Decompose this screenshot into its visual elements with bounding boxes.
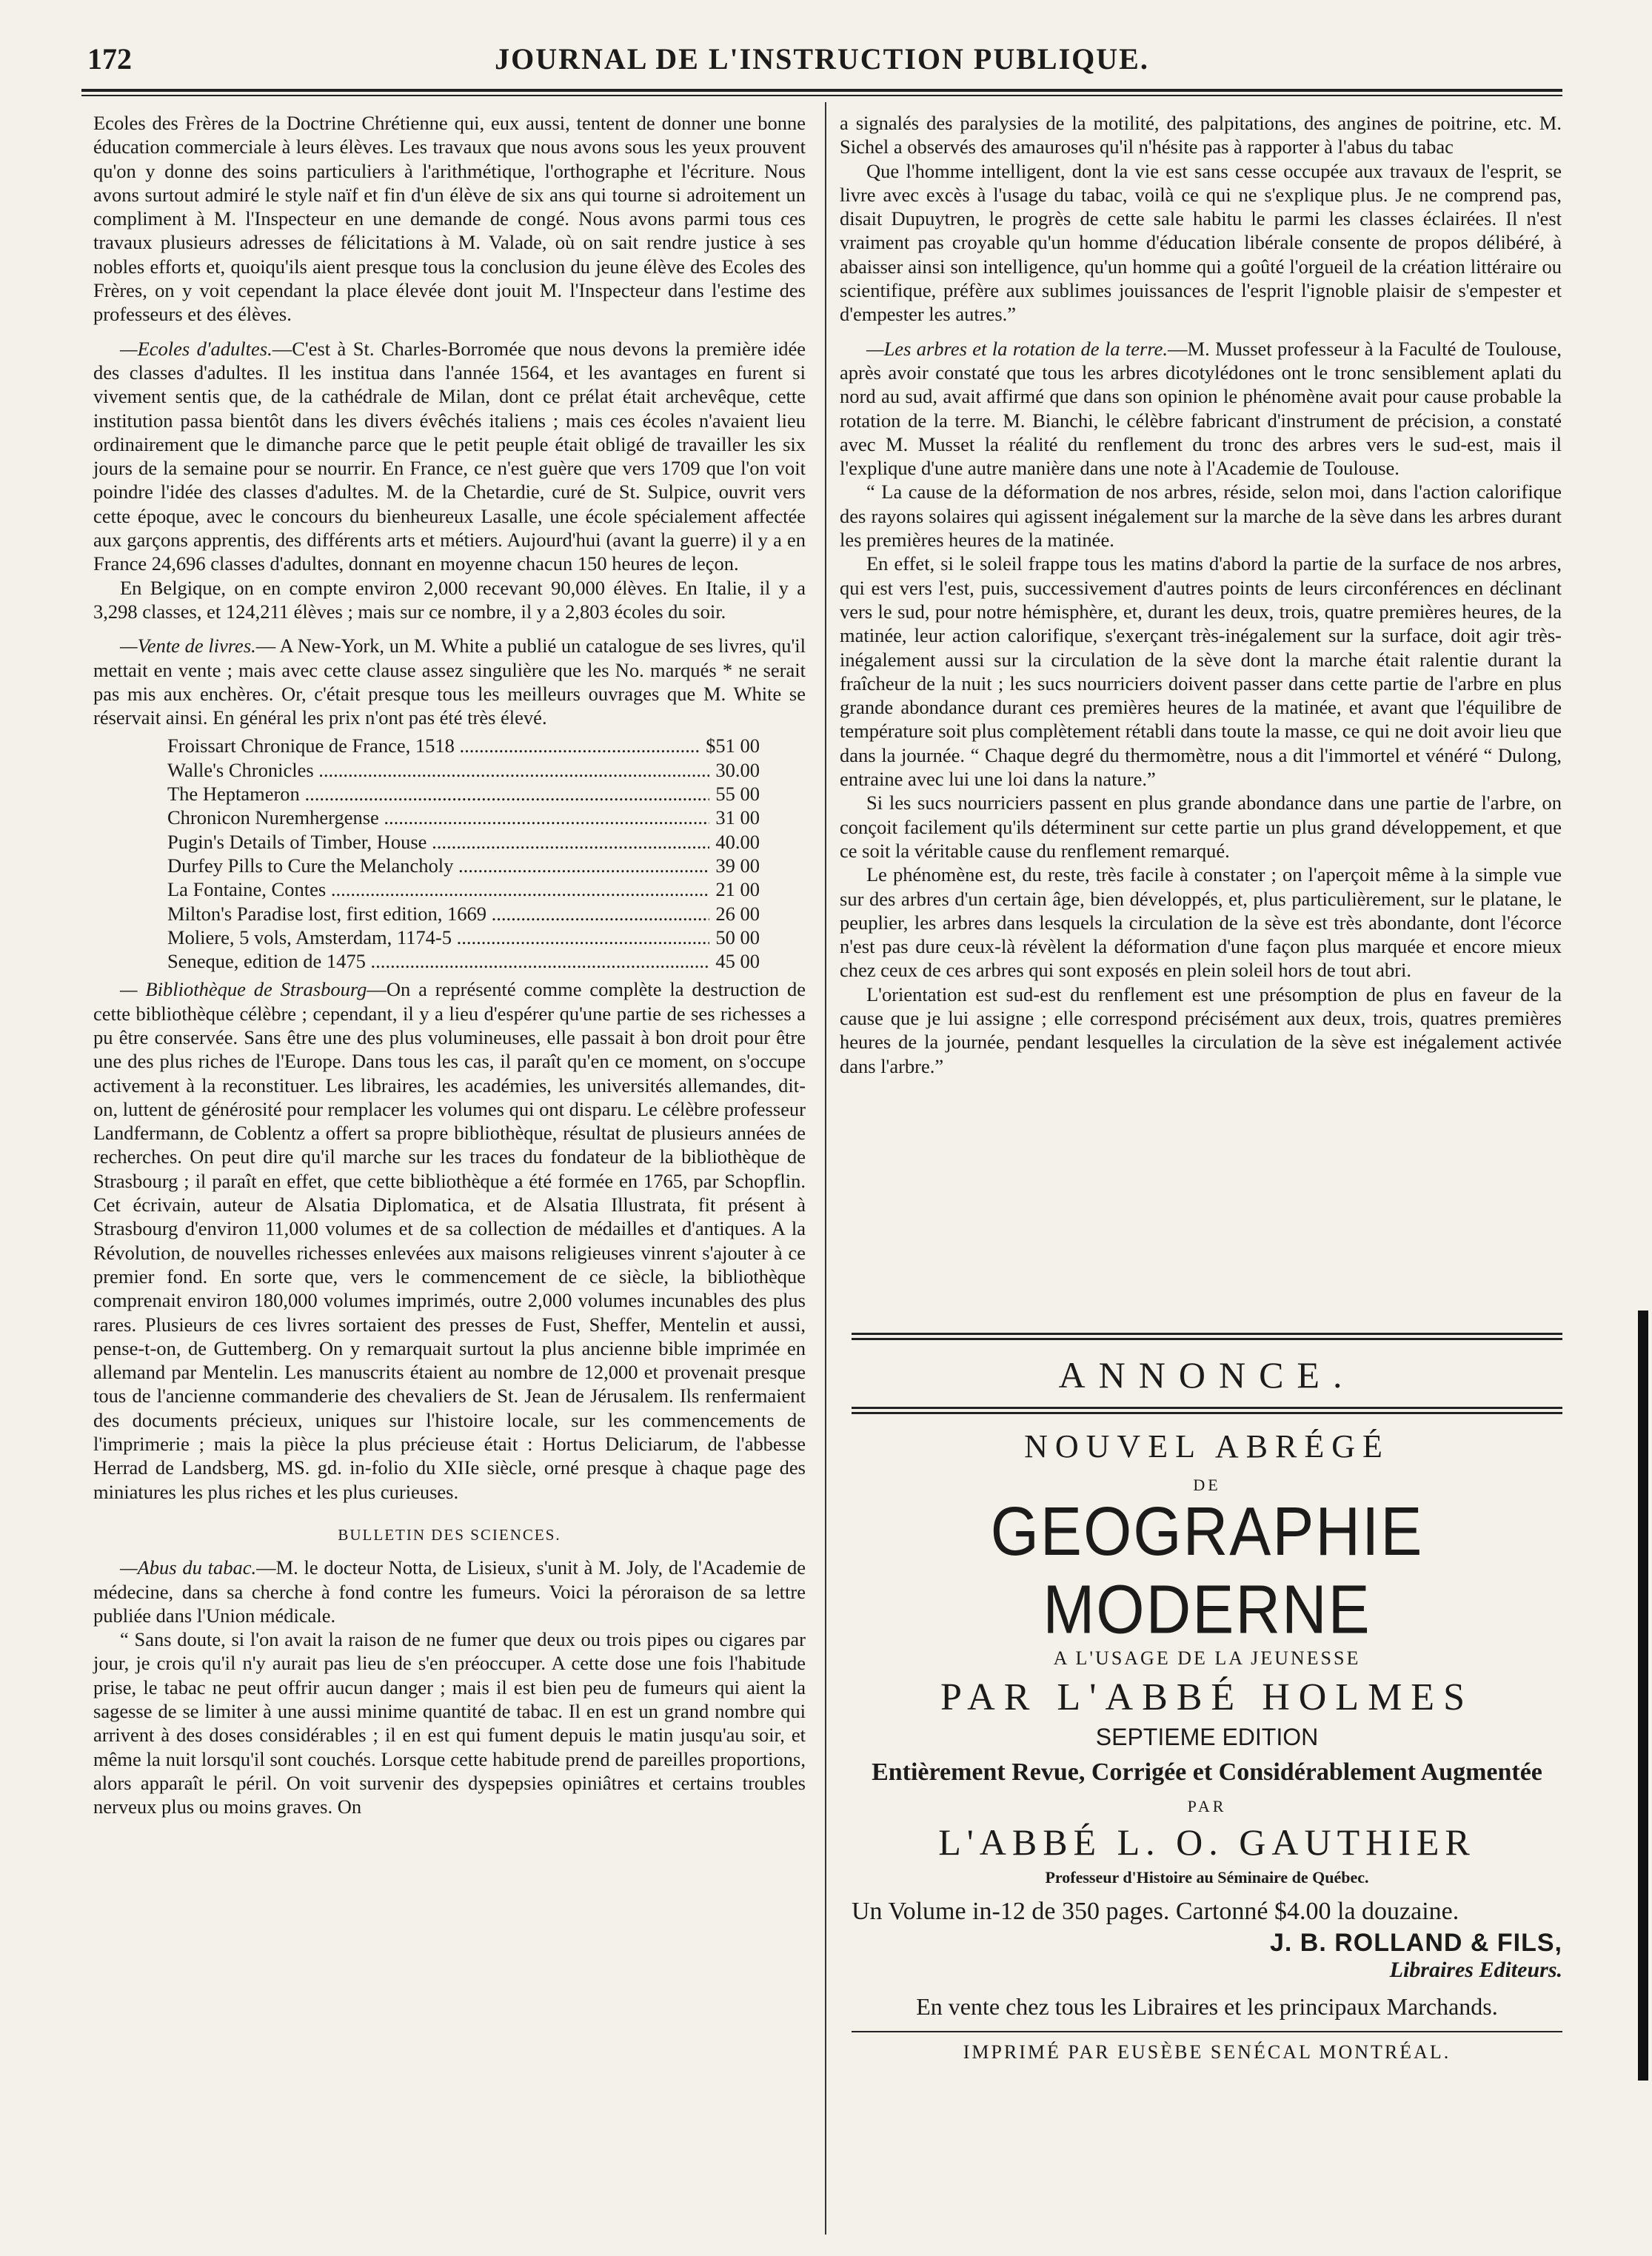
article-ecoles-adultes: [93, 337, 806, 576]
article-body: —M. Musset professeur à la Faculté de Toulouse, après avoir constaté que tous les arbres dicotylédones ont le tronc sensiblement aplati du nord au sud, avait affirmé que dans son opinion le phénomène avait pour cause probable la rotation de la terre. M. Bianchi, le célèbre fabricant d'instrument de précision, a constaté avec M. Musset la réalité du renflement du tronc des arbres vers le sud-est, mais il l'explique d'une autre manière dans une note à l'Academie de Toulouse.: [840, 337, 1562, 480]
article-paragraph: En effet, si le soleil frappe tous les matins d'abord la partie de la surface de nos arbres, qui est vers l'est, puis, successivement d'autres points de leurs circonférences en déclinant vers le sud, pour notre hémisphère, et, durant les deux, trois, quatre premières heures, de la matinée, leur action calorifique, s'exerçant très-inégalement sur la surface, doit agir très-inégalement aussi sur la circulation de la sève dont la marche était ralentie durant la fraîcheur de la nuit ; les sucs nourriciers doivent passer dans cette partie de l'arbre en plus grande abondance durant ces premières heures de la matinée, et avant que l'équilibre de température soit plus complètement rétabli dans toute la masse, ce qui ne doit avoir lieu que dans la journée. “ Chaque degré du thermomètre, nous a dit l'immortel et vénéré “ Dulong, entraine avec lui une loi dans la nature.”: [840, 552, 1562, 791]
article-paragraph: L'orientation est sud-est du renflement est une présomption de plus en faveur de la cause que je lui assigne ; elle correspond précisément aux deux, trois, quatres premières heures de la journée, pendant lesquelles la circulation de la sève est inégalement activée dans l'arbre.”: [840, 983, 1562, 1077]
book-price: 45 00: [715, 950, 760, 973]
book-price: 40.00: [715, 830, 760, 853]
ad-availability: En vente chez tous les Libraires et les principaux Marchands.: [916, 1993, 1498, 2020]
ad-book-title: GEOGRAPHIE MODERNE: [990, 1493, 1424, 1648]
ad-professor: Professeur d'Histoire au Séminaire de Québec.: [1045, 1868, 1369, 1887]
ad-edition: SEPTIEME EDITION: [1095, 1724, 1319, 1750]
book-title: La Fontaine, Contes .....: [167, 877, 709, 901]
ad-reviser: L'ABBÉ L. O. GAUTHIER: [938, 1821, 1476, 1863]
advertisement: [852, 1333, 1562, 2063]
article-quote: “ Sans doute, si l'on avait la raison de ne fumer que deux ou trois pipes ou cigares par jour, je crois qu'il n'y aurait pas lieu de s'en préoccuper. A cette dose une fois l'habitude prise, le tabac ne peut offrir aucun danger ; mais il est bien peu de fumeurs qui aient la sagesse de se limiter à une aussi minime quantité de tabac. Il en est un grand nombre qui arrivent à des doses considérables ; il en est qui fument depuis le matin jusqu'au soir, et même la nuit lorsqu'il sont couchés. Lorsque cette habitude prend de pareilles proportions, alors apparaît le péril. On voit survenir des dyspepsies opiniâtres et certains troubles nerveux plus ou moins graves. On: [93, 1628, 806, 1818]
article-continuation: a signalés des paralysies de la motilité, des palpitations, des angines de poitrine, etc. M. Sichel a observés des amauroses qu'il n'hésite pas à rapporter à l'abus du tabac: [840, 112, 1562, 158]
ad-volume-price: Un Volume in-12 de 350 pages. Cartonné $4.00 la douzaine.: [852, 1898, 1459, 1925]
book-title: Moliere, 5 vols, Amsterdam, 1174-5 .....: [167, 926, 709, 949]
article-body: — A New-York, un M. White a publié un catalogue de ses livres, qu'il mettait en vente ; mais avec cette clause assez singulière que les No. marqués * ne serait pas mis aux enchères. Or, c'était presque tous les meilleurs ouvrages que M. White se réservait ainsi. En général les prix n'ont pas été très élevé.: [93, 635, 806, 729]
article-abus-tabac: [93, 1556, 806, 1627]
article-paragraph: En Belgique, on en compte environ 2,000 recevant 90,000 élèves. En Italie, il y a 3,298 classes, et 124,211 élèves ; mais sur ce nombre, il y a 2,803 écoles du soir.: [93, 576, 806, 623]
price-row: [167, 830, 760, 854]
book-price: 31 00: [715, 806, 760, 829]
price-row: [167, 782, 760, 806]
ad-rule-bottom: [852, 2031, 1562, 2032]
price-row: [167, 758, 760, 782]
ad-rule-top: [852, 1333, 1562, 1340]
book-title: Walle's Chronicles .....: [167, 758, 709, 782]
page-header: [81, 39, 1562, 90]
page-number: 172: [87, 42, 132, 76]
article-body: —On a représenté comme complète la destruction de cette bibliothèque célèbre ; cependant, il y a lieu d'espérer qu'une partie de ses richesses a pu être conservée. Sans être une des plus volumineuses, elle passait à bon droit pour être une des plus riches de l'Europe. Dans tous les cas, il paraît qu'en ce moment, on s'occupe activement à la reconstituer. Les libraires, les académies, les universités allemandes, dit-on, luttent de générosité pour remplacer les volumes qui ont disparu. Le célèbre professeur Landfermann, de Coblentz a offert sa propre bibliothèque, résultat de plusieurs années de recherches. On peut dire qu'il marche sur les traces du fondateur de la bibliothèque de Strasbourg ; il paraît en effet, que cette bibliothèque a été formée en 1765, par Schopflin. Cet écrivain, auteur de Alsatia Diplomatica, et de Alsatia Illustrata, fit présent à Strasbourg d'environ 11,000 volumes et de sa collection de médailles et d'antiques. A la Révolution, de nouvelles richesses enlevées aux maisons religieuses vinrent s'ajouter à ce premier fond. En sorte que, vers le commencement de ce siècle, la bibliothèque comprenait environ 180,000 volumes imprimés, outre 2,000 volumes incunables des plus rares. Plusieurs de ces livres sortaient des presses de Fust, Sheffer, Mentelin et aussi, pense-t-on, de Guttemberg. On y remarquait surtout la plus ancienne bible imprimée en allemand par Mentelin. Les manuscrits étaient au nombre de 12,000 et provenait presque tous de l'ancienne commanderie des chevaliers de St. Jean de Jérusalem. Ils renfermaient des documents précieux, uniques sur l'histoire locale, sur les commencements de l'imprimerie ; mais la pièce la plus précieuse était : Hortus Deliciarum, de l'abbesse Herrad de Landsberg, MS. gd. in-folio du XIIe siècle, orné presque à chaque page des miniatures les plus riches et les plus curieuses.: [93, 978, 806, 1503]
book-title: The Heptameron .....: [167, 782, 709, 806]
article-paragraph: Le phénomène est, du reste, très facile à constater ; on l'aperçoit même à la simple vue sur des arbres d'un certain âge, bien développés, et, plus particulièrement, sur le platane, le peuplier, les arbres dans lesquels la circulation de la sève est très abondante, dont l'écorce n'est pas dure ceux-là révèlent la déformation d'une façon plus marquée et encore mieux chez ceux de ces arbres qui sont exposés en plein soleil hors de tout abri.: [840, 863, 1562, 982]
book-title: Pugin's Details of Timber, House .....: [167, 830, 709, 854]
article-ecoles-freres: Ecoles des Frères de la Doctrine Chrétienne qui, eux aussi, tentent de donner une bonne éducation commerciale à leurs élèves. Les travaux que nous avons sous les yeux prouvent qu'on y donne des soins particuliers à l'arithmétique, l'orthographe et l'écriture. Nous avons surtout admiré le style naïf et fin d'un élève de six ans qui tourne si adroitement un compliment à M. l'Inspecteur en une demande de congé. Nous avons parmi tous ces travaux plusieurs adresses de félicitations à M. Valade, où on sait rendre justice à ses nobles efforts et, quoiqu'ils aient presque tous la conclusion du jeune élève des Ecoles des Frères, on y voit cependant la place élevée dont jouit M. l'Inspecteur dans l'estime des professeurs et des élèves.: [93, 112, 806, 326]
column-divider: [825, 102, 826, 2235]
book-price: 39 00: [715, 854, 760, 877]
book-price: 21 00: [715, 878, 760, 901]
ad-publisher: J. B. ROLLAND & FILS,: [1270, 1929, 1562, 1957]
article-heading: — Bibliothèque de Strasbourg: [120, 978, 367, 1001]
book-price: 30.00: [715, 758, 760, 781]
price-row: [167, 902, 760, 926]
price-row: [167, 877, 760, 901]
book-title: Milton's Paradise lost, first edition, 1669 .....: [167, 902, 709, 926]
section-heading: BULLETIN DES SCIENCES.: [338, 1525, 561, 1544]
article-body: —M. le docteur Notta, de Lisieux, s'unit à M. Joly, de l'Academie de médecine, dans sa cherche à fond contre les fumeurs. Voici la péroraison de sa lettre publiée dans l'Union médicale.: [93, 1556, 806, 1627]
printer-imprint: IMPRIMÉ PAR EUSÈBE SENÉCAL MONTRÉAL.: [963, 2041, 1451, 2063]
scan-edge-mark: [1638, 1311, 1648, 2081]
ad-de: DE: [1193, 1476, 1221, 1494]
article-paragraph: Si les sucs nourriciers passent en plus grande abondance dans une partie de l'arbre, on conçoit facilement qu'ils déterminent sur cette partie un plus grand développement, et que ce soit la véritable cause du renflement remarqué.: [840, 791, 1562, 862]
article-heading: —Vente de livres.: [120, 635, 256, 657]
ad-par: PAR: [1187, 1797, 1227, 1815]
book-price: 55 00: [715, 783, 760, 806]
article-paragraph: “ La cause de la déformation de nos arbres, réside, selon moi, dans l'action calorifique des rayons solaires qui agissent inégalement sur la marche de la sève dans les arbres durant les premières heures de la matinée.: [840, 481, 1562, 552]
article-arbres-rotation: [840, 337, 1562, 481]
price-row: [167, 926, 760, 949]
article-heading: —Les arbres et la rotation de la terre.: [866, 337, 1168, 360]
article-heading: —Ecoles d'adultes.: [120, 337, 272, 360]
ad-usage: A L'USAGE DE LA JEUNESSE: [1053, 1647, 1361, 1669]
book-price: 26 00: [715, 902, 760, 925]
book-price-list: [167, 734, 760, 973]
price-row: [167, 949, 760, 973]
right-column: [840, 111, 1562, 1078]
ad-publisher-role: Libraires Editeurs.: [1389, 1958, 1562, 1982]
ad-author: PAR L'ABBÉ HOLMES: [940, 1676, 1474, 1718]
book-price: 50 00: [715, 926, 760, 948]
header-rule-thin: [81, 95, 1562, 96]
article-bibliotheque-strasbourg: [93, 977, 806, 1504]
ad-line-nouvel-abrege: NOUVEL ABRÉGÉ: [1024, 1428, 1390, 1465]
header-rule: [81, 89, 1562, 92]
book-title: Froissart Chronique de France, 1518 .....: [167, 734, 700, 757]
left-column: [93, 111, 806, 1818]
price-row: [167, 806, 760, 829]
article-paragraph: Que l'homme intelligent, dont la vie est sans cesse occupée aux travaux de l'esprit, se livre avec excès à l'usage du tabac, voilà ce qui ne s'explique plus. Je ne comprend pas, disait Dupuytren, le progrès de cette sale habitu le parmi les classes éclairées. Il n'est vraiment pas croyable qu'un homme d'éducation libérale consente de propos délibéré, à abaisser ainsi son intelligence, qu'un homme qui a goûté l'orgueil de la création littéraire ou scientifique, préfère aux sublimes jouissances de l'esprit l'ignoble plaisir de s'empester et d'empester les autres.”: [840, 159, 1562, 326]
journal-title: JOURNAL DE L'INSTRUCTION PUBLIQUE.: [495, 42, 1149, 76]
article-body: —C'est à St. Charles-Borromée que nous devons la première idée des classes d'adultes. Il les institua dans l'année 1564, et les avantages en furent si vivement sentis que, de la cathédrale de Milan, dont ce prélat était archevêque, cette institution passa bientôt dans les divers évêchés italiens ; mais ces écoles n'avaient lieu ordinairement que le dimanche parce que le petit peuple était obligé de travailler les six jours de la semaine pour se nourrir. En France, ce n'est guère que vers 1709 que l'on voit poindre l'idée des classes d'adultes. M. de la Chetardie, curé de St. Sulpice, ouvrit vers cette époque, avec le concours du bienheureux Lasalle, une école spécialement affectée aux garçons apprentis, des différents arts et métiers. Aujourd'hui (avant la guerre) il y a en France 24,696 classes d'adultes, donnant en moyenne chacun 150 heures de leçon.: [93, 337, 806, 575]
ad-subtitle: Entièrement Revue, Corrigée et Considérablement Augmentée: [872, 1758, 1542, 1786]
ad-rule: [852, 1407, 1562, 1414]
book-price: $51 00: [706, 734, 760, 757]
ad-title: ANNONCE.: [1058, 1354, 1356, 1396]
price-row: [167, 734, 760, 757]
book-title: Seneque, edition de 1475 .....: [167, 949, 709, 973]
book-title: Durfey Pills to Cure the Melancholy .....: [167, 854, 709, 877]
article-heading: —Abus du tabac.: [120, 1556, 257, 1579]
price-row: [167, 854, 760, 877]
book-title: Chronicon Nuremhergense .....: [167, 806, 709, 829]
article-vente-livres: [93, 634, 806, 729]
